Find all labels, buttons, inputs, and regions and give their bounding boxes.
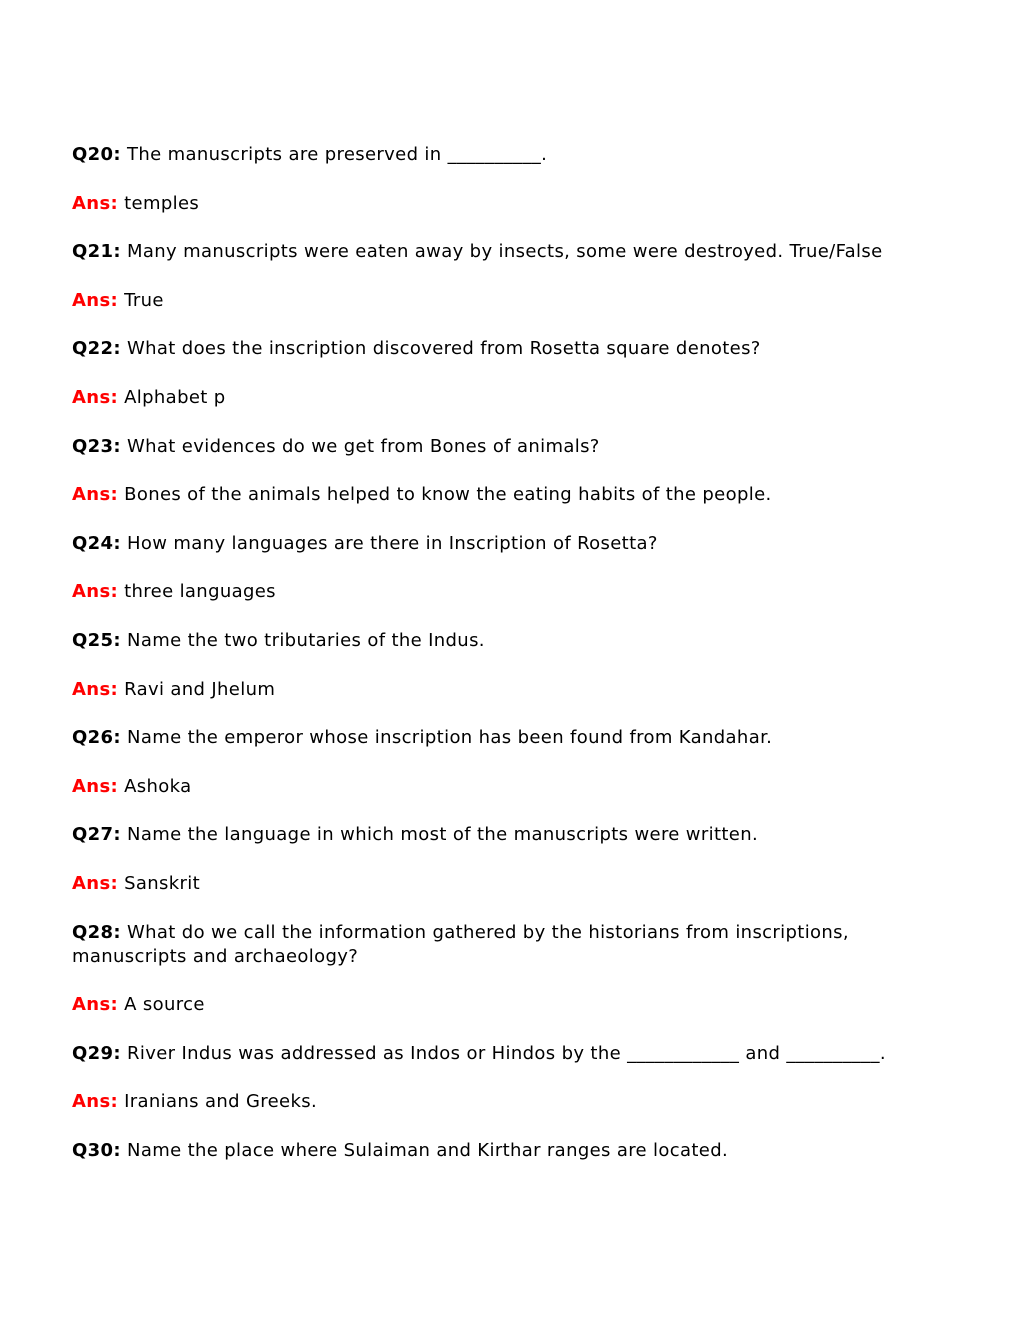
question-item: [72, 921, 952, 969]
answer-label: Ans:: [72, 289, 119, 311]
answer-item: [72, 192, 952, 216]
question-item: [72, 1042, 952, 1066]
question-label: Q28:: [72, 921, 121, 943]
answer-label: Ans:: [72, 192, 119, 214]
answer-item: [72, 580, 952, 604]
question-item: [72, 337, 952, 361]
question-text: How many languages are there in Inscription of Rosetta?: [120, 532, 658, 554]
answer-text: three languages: [118, 581, 276, 603]
answer-text: Ravi and Jhelum: [118, 678, 276, 700]
question-label: Q26:: [72, 727, 121, 749]
answer-item: [72, 775, 952, 799]
question-text: The manuscripts are preserved in __________.: [120, 144, 548, 165]
answer-label: Ans:: [72, 1091, 119, 1113]
question-label: Q29:: [72, 1042, 121, 1064]
answer-item: [72, 386, 952, 410]
answer-item: [72, 1090, 952, 1114]
answer-label: Ans:: [72, 678, 119, 700]
answer-text: Ashoka: [118, 775, 192, 797]
answer-label: Ans:: [72, 581, 119, 603]
question-item: [72, 629, 952, 653]
question-item: [72, 143, 952, 167]
question-label: Q20:: [72, 144, 121, 165]
answer-text: True: [118, 289, 164, 311]
answer-item: [72, 872, 952, 896]
answer-text: Bones of the animals helped to know the eating habits of the people.: [118, 484, 772, 506]
question-label: Q30:: [72, 1139, 121, 1161]
question-item: [72, 726, 952, 750]
answer-item: [72, 289, 952, 313]
answer-label: Ans:: [72, 994, 119, 1016]
answer-text: temples: [118, 192, 200, 214]
question-label: Q27:: [72, 824, 121, 846]
answer-label: Ans:: [72, 386, 119, 408]
question-label: Q23:: [72, 435, 121, 457]
question-text: What do we call the information gathered by the historians from inscriptions, manuscripts and archaeology?: [72, 921, 856, 967]
question-text: River Indus was addressed as Indos or Hindos by the ____________ and __________.: [120, 1042, 886, 1064]
answer-item: [72, 678, 952, 702]
question-item: [72, 532, 952, 556]
question-item: [72, 1139, 952, 1163]
answer-label: Ans:: [72, 484, 119, 506]
answer-text: Alphabet p: [118, 386, 226, 408]
question-text: Name the language in which most of the manuscripts were written.: [120, 824, 759, 846]
question-text: Name the two tributaries of the Indus.: [120, 629, 485, 651]
question-label: Q24:: [72, 532, 121, 554]
question-label: Q22:: [72, 338, 121, 360]
question-item: [72, 823, 952, 847]
answer-text: Sanskrit: [118, 872, 201, 894]
answer-text: Iranians and Greeks.: [118, 1091, 318, 1113]
question-item: [72, 435, 952, 459]
qa-list: [72, 143, 952, 1187]
question-item: [72, 240, 952, 264]
question-text: Name the place where Sulaiman and Kirthar ranges are located.: [120, 1139, 729, 1161]
question-text: What evidences do we get from Bones of animals?: [120, 435, 600, 457]
answer-item: [72, 483, 952, 507]
answer-item: [72, 993, 952, 1017]
question-label: Q21:: [72, 241, 121, 263]
question-text: What does the inscription discovered from Rosetta square denotes?: [120, 338, 761, 360]
answer-label: Ans:: [72, 872, 119, 894]
question-text: Name the emperor whose inscription has been found from Kandahar.: [120, 727, 773, 749]
question-label: Q25:: [72, 629, 121, 651]
answer-label: Ans:: [72, 775, 119, 797]
question-text: Many manuscripts were eaten away by insects, some were destroyed. True/False: [120, 241, 883, 263]
answer-text: A source: [118, 994, 205, 1016]
